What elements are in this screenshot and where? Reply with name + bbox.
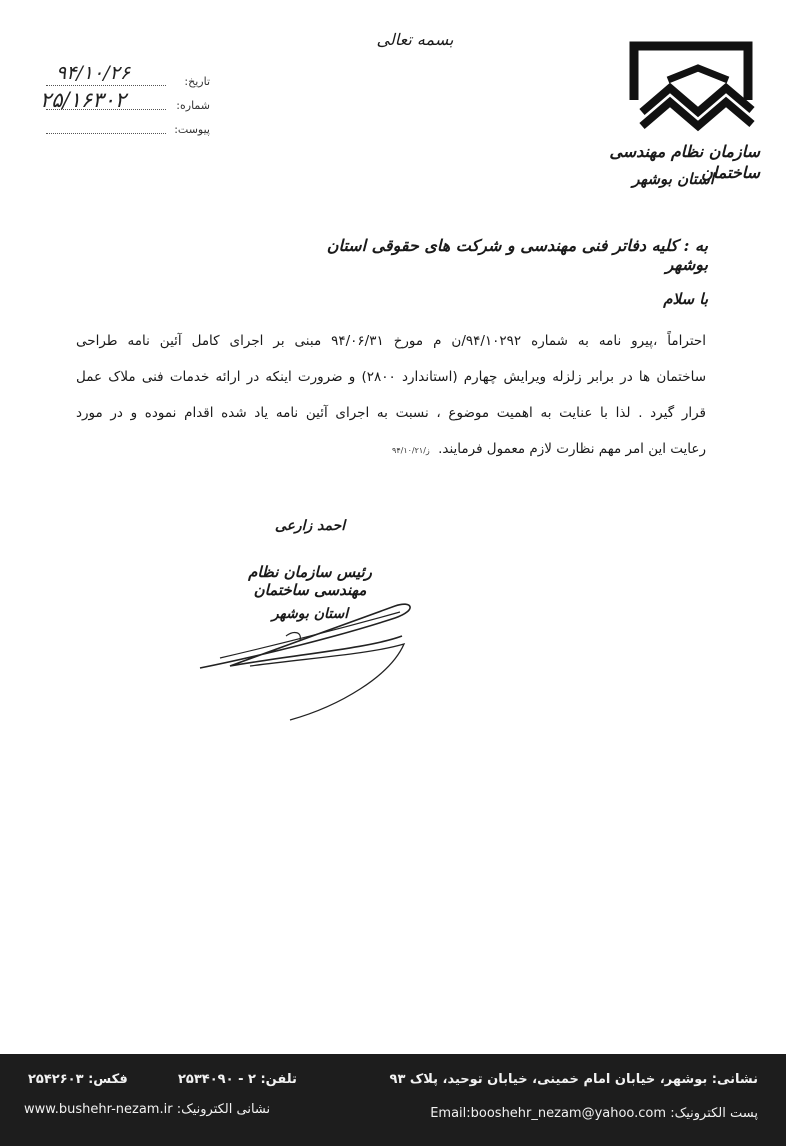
recipient-line: به : کلیه دفاتر فنی مهندسی و شرکت های حقوقی استان بوشهر (326, 236, 708, 274)
letter-footer (0, 1054, 786, 1146)
signatory-province: استان بوشهر (271, 606, 349, 622)
footer-email[interactable]: پست الکترونیک: Email:booshehr_nezam@yahoo.com (430, 1106, 758, 1121)
body-line: احتراماً ،پیرو نامه به شماره ۹۴/۱۰۲۹۲/ن م مورخ ۹۴/۰۶/۳۱ مبنی بر اجرای کامل آئین نامه طراحی (76, 333, 706, 349)
organization-province: استان بوشهر (632, 170, 714, 188)
greeting: با سلام (663, 290, 708, 308)
date-value: ۹۴/۱۰/۲۶ (56, 62, 131, 84)
body-line: رعایت این امر مهم نظارت لازم معمول فرمایند. (438, 441, 706, 457)
date-line (46, 85, 166, 86)
signatory-name: احمد زارعی (274, 518, 346, 534)
body-line: ساختمان ها در برابر زلزله ویرایش چهارم (استاندارد ۲۸۰۰) و ضرورت اینکه در ارائه خدمات فنی ملاک عمل (76, 369, 706, 385)
body-line: قرار گیرد . لذا با عنایت به اهمیت موضوع ، نسبت به اجرای آئین نامه یاد شده اقدام نموده و در مورد (76, 405, 706, 421)
footer-address: نشانی: بوشهر، خیابان امام خمینی، خیابان توحید، پلاک ۹۳ (389, 1072, 758, 1087)
attachment-row (40, 114, 210, 138)
footer-website[interactable]: نشانی الکترونیک: www.bushehr-nezam.ir (24, 1102, 271, 1117)
letter-body (76, 323, 706, 467)
organization-logo-icon (628, 38, 758, 138)
reference-note: ز/۹۴/۱۰/۲۱ (392, 446, 430, 455)
basmala: بسمه تعالی (376, 30, 454, 49)
number-row (40, 90, 210, 114)
footer-phone: تلفن: ۲ - ۲۵۳۴۰۹۰ (178, 1072, 297, 1087)
date-label: تاریخ: (184, 75, 210, 88)
number-label: شماره: (176, 99, 210, 112)
body-line-last (76, 431, 706, 467)
number-value: ۲۵/۱۶۳۰۲ (40, 88, 127, 112)
attachment-label: پیوست: (174, 123, 210, 136)
handwritten-signature-icon (190, 596, 420, 726)
footer-fax: فکس: ۲۵۴۲۶۰۳ (28, 1072, 128, 1087)
signatory-title: رئیس سازمان نظام مهندسی ساختمان (248, 563, 372, 599)
date-row (40, 62, 210, 90)
organization-name: سازمان نظام مهندسی ساختمان (609, 142, 760, 182)
attachment-line (46, 133, 166, 134)
